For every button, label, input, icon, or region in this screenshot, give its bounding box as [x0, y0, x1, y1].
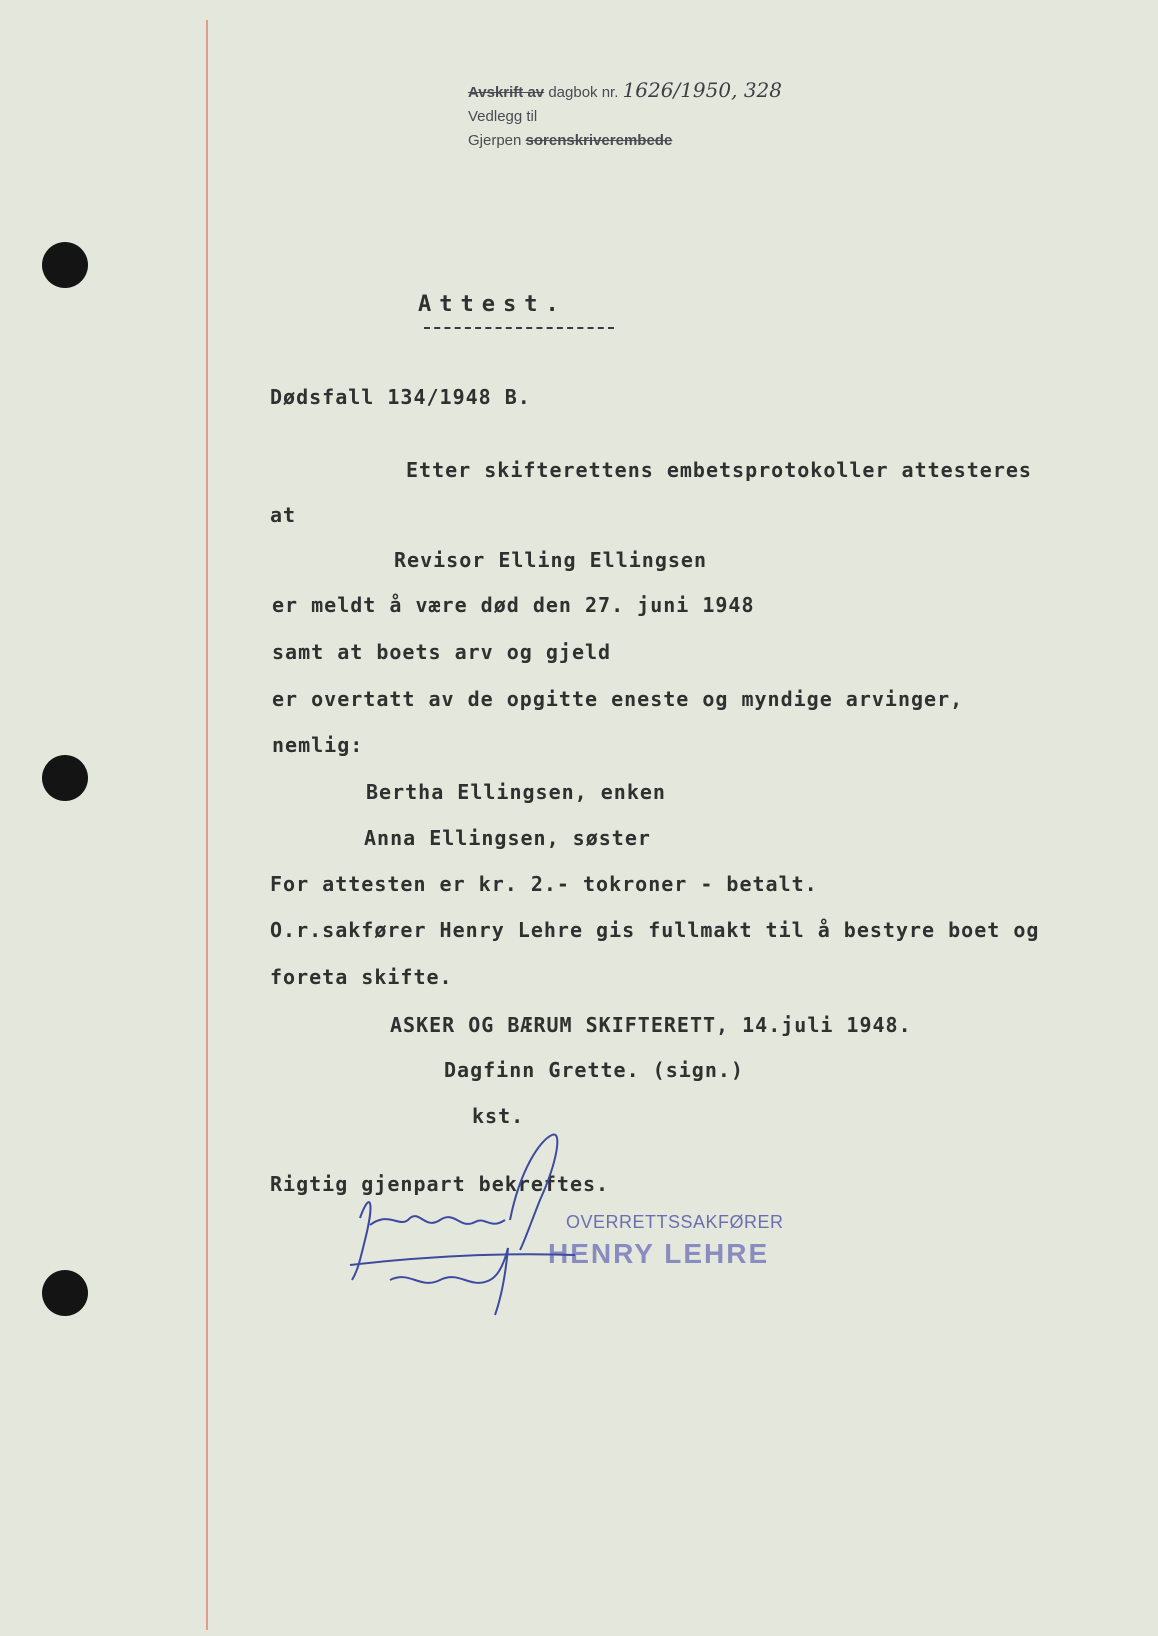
header-stamp-vedlegg: Vedlegg til: [468, 108, 538, 125]
lawyer-stamp-office: OVERRETTSSAKFØRER: [566, 1212, 784, 1232]
authority-line-1: O.r.sakfører Henry Lehre gis fullmakt til å bestyre boet og: [270, 918, 1040, 942]
header-stamp-struck: Avskrift av: [468, 84, 545, 101]
estate-line: samt at boets arv og gjeld: [272, 640, 612, 664]
header-stamp-number: 1626/1950, 328: [622, 78, 782, 102]
punch-hole-top: [42, 242, 88, 288]
header-stamp-dagbok: dagbok nr.: [548, 84, 619, 101]
case-reference: Dødsfall 134/1948 B.: [270, 385, 531, 409]
margin-rule: [206, 20, 208, 1630]
heirs-line: er overtatt av de opgitte eneste og myndige arvinger,: [272, 687, 964, 711]
body-at: at: [270, 503, 297, 527]
death-line: er meldt å være død den 27. juni 1948: [272, 593, 755, 617]
header-stamp: [468, 78, 782, 153]
punch-hole-bottom: [42, 1270, 88, 1316]
header-stamp-place: Gjerpen: [468, 132, 522, 149]
title-underline: [424, 327, 614, 329]
heir-2: Anna Ellingsen, søster: [364, 826, 651, 850]
heir-1: Bertha Ellingsen, enken: [366, 780, 666, 804]
document-title: Attest.: [418, 292, 567, 317]
authority-line-2: foreta skifte.: [270, 965, 453, 989]
punch-hole-middle: [42, 755, 88, 801]
lawyer-stamp-name: HENRY LEHRE: [548, 1238, 770, 1269]
signer-title: kst.: [472, 1104, 525, 1128]
signer-name: Dagfinn Grette. (sign.): [444, 1058, 744, 1082]
fee-line: For attesten er kr. 2.- tokroner - betalt.: [270, 872, 818, 896]
namely-line: nemlig:: [272, 733, 364, 757]
header-stamp-office-struck: sorenskriverembede: [525, 132, 673, 149]
body-intro: Etter skifterettens embetsprotokoller attesteres: [406, 458, 1032, 482]
court-line: ASKER OG BÆRUM SKIFTERETT, 14.juli 1948.: [390, 1013, 912, 1037]
certification-line: Rigtig gjenpart bekreftes.: [270, 1172, 610, 1196]
deceased-name: Revisor Elling Ellingsen: [394, 548, 707, 572]
handwritten-signature: [330, 1130, 590, 1320]
